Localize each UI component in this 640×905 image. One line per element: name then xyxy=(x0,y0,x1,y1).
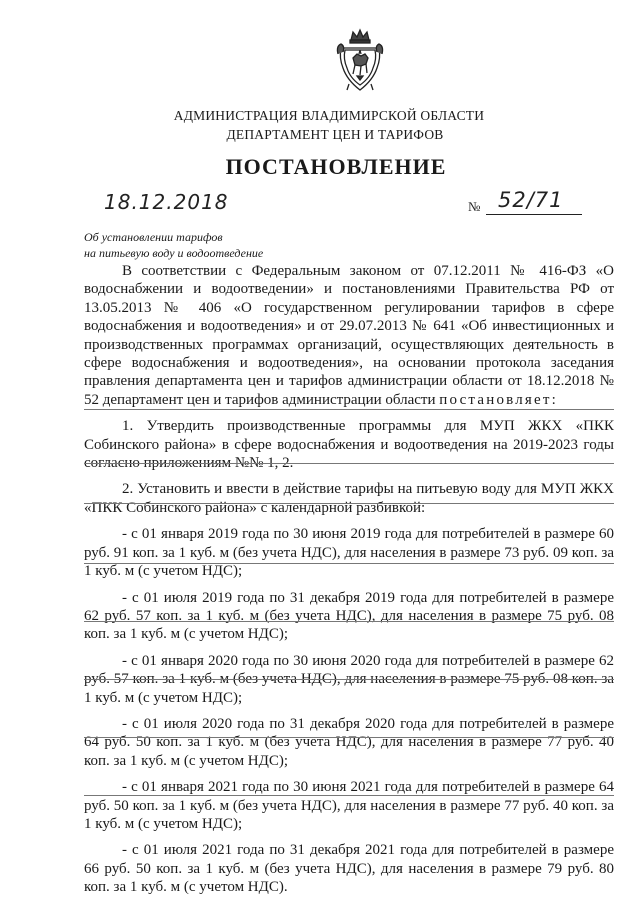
subject-line2: на питьевую воду и водоотведение xyxy=(84,246,264,260)
org-name-line2: ДЕПАРТАМЕНТ ЦЕН И ТАРИФОВ xyxy=(226,127,444,142)
subject-line1: Об установлении тарифов xyxy=(84,230,223,244)
scan-separator xyxy=(84,737,614,738)
document-number: 52/71 xyxy=(498,188,564,212)
document-body xyxy=(84,262,614,897)
scan-separator xyxy=(84,463,614,464)
number-label: № xyxy=(468,199,481,214)
tariff-period-6: - с 01 июля 2021 года по 31 декабря 2021 года для потребителей в размере 66 руб. 50 коп. за 1 куб. м (без учета НДС), для населения в размере 79 руб. 80 коп. за 1 куб. м (с учетом НДС). xyxy=(84,842,614,896)
tariff-period-4: - с 01 июля 2020 года по 31 декабря 2020 года для потребителей в размере 64 руб. 50 коп. за 1 куб. м (без учета НДС), для населения в размере 77 руб. 40 коп. за 1 куб. м (с учетом НДС); xyxy=(84,715,614,769)
tariff-period-1: - с 01 января 2019 года по 30 июня 2019 года для потребителей в размере 60 руб. 91 коп. за 1 куб. м (без учета НДС), для населения в размере 73 руб. 09 коп. за 1 куб. м (с учетом НДС); xyxy=(84,526,614,580)
scan-separator xyxy=(84,795,614,796)
tariff-period-2: - с 01 июля 2019 года по 31 декабря 2019 года для потребителей в размере 62 руб. 57 коп. за 1 куб. м (без учета НДС), для населения в размере 75 руб. 08 коп. за 1 куб. м (с учетом НДС); xyxy=(84,589,614,643)
number-underline xyxy=(486,214,582,215)
tariff-period-3: - с 01 января 2020 года по 30 июня 2020 года для потребителей в размере 62 руб. 57 коп. за 1 куб. м (без учета НДС), для населения в размере 75 руб. 08 коп. за 1 куб. м (с учетом НДС); xyxy=(84,652,614,706)
scan-separator xyxy=(84,563,614,564)
scan-separator xyxy=(84,409,614,410)
preamble-paragraph xyxy=(84,262,614,409)
document-date: 18.12.2018 xyxy=(104,190,229,214)
scan-separator xyxy=(84,621,614,622)
item-1-paragraph: 1. Утвердить производственные программы для МУП ЖКХ «ПКК Собинского района» в сфере водоснабжения и водоотведения на 2019-2023 годы согласно приложениям №№ 1, 2. xyxy=(84,418,614,472)
decree-word: постановляет: xyxy=(439,391,558,408)
tariff-period-5: - с 01 января 2021 года по 30 июня 2021 года для потребителей в размере 64 руб. 50 коп. за 1 куб. м (без учета НДС), для населения в размере 77 руб. 40 коп. за 1 куб. м (с учетом НДС); xyxy=(84,779,614,832)
scan-separator xyxy=(84,679,614,680)
coat-of-arms-icon xyxy=(335,28,385,94)
document-number-block xyxy=(468,188,588,218)
document-title: ПОСТАНОВЛЕНИЕ xyxy=(225,154,447,179)
scan-separator xyxy=(84,503,614,504)
preamble-text: В соответствии с Федеральным законом от 07.12.2011 № 416-ФЗ «О водоснабжении и водоотведении» и постановлениями Правительства РФ от 13.05.2013 № 406 «О государственном регулировании тарифов в сфере водоснабжения и водоотведения» и от 29.07.2013 № 641 «Об инвестиционных и производственных программах организаций, осуществляющих деятельность в сфере водоснабжения и водоотведения», на основании протокола заседания правления департамента цен и тарифов администрации области от 18.12.2018 № 52 департамент цен и тарифов администрации области xyxy=(84,263,614,408)
document-subject xyxy=(84,229,263,261)
org-name-line1: АДМИНИСТРАЦИЯ ВЛАДИМИРСКОЙ ОБЛАСТИ xyxy=(173,108,485,123)
item-2-paragraph: 2. Установить и ввести в действие тарифы на питьевую воду для МУП ЖКХ «ПКК Собинского района» с календарной разбивкой: xyxy=(84,481,614,516)
